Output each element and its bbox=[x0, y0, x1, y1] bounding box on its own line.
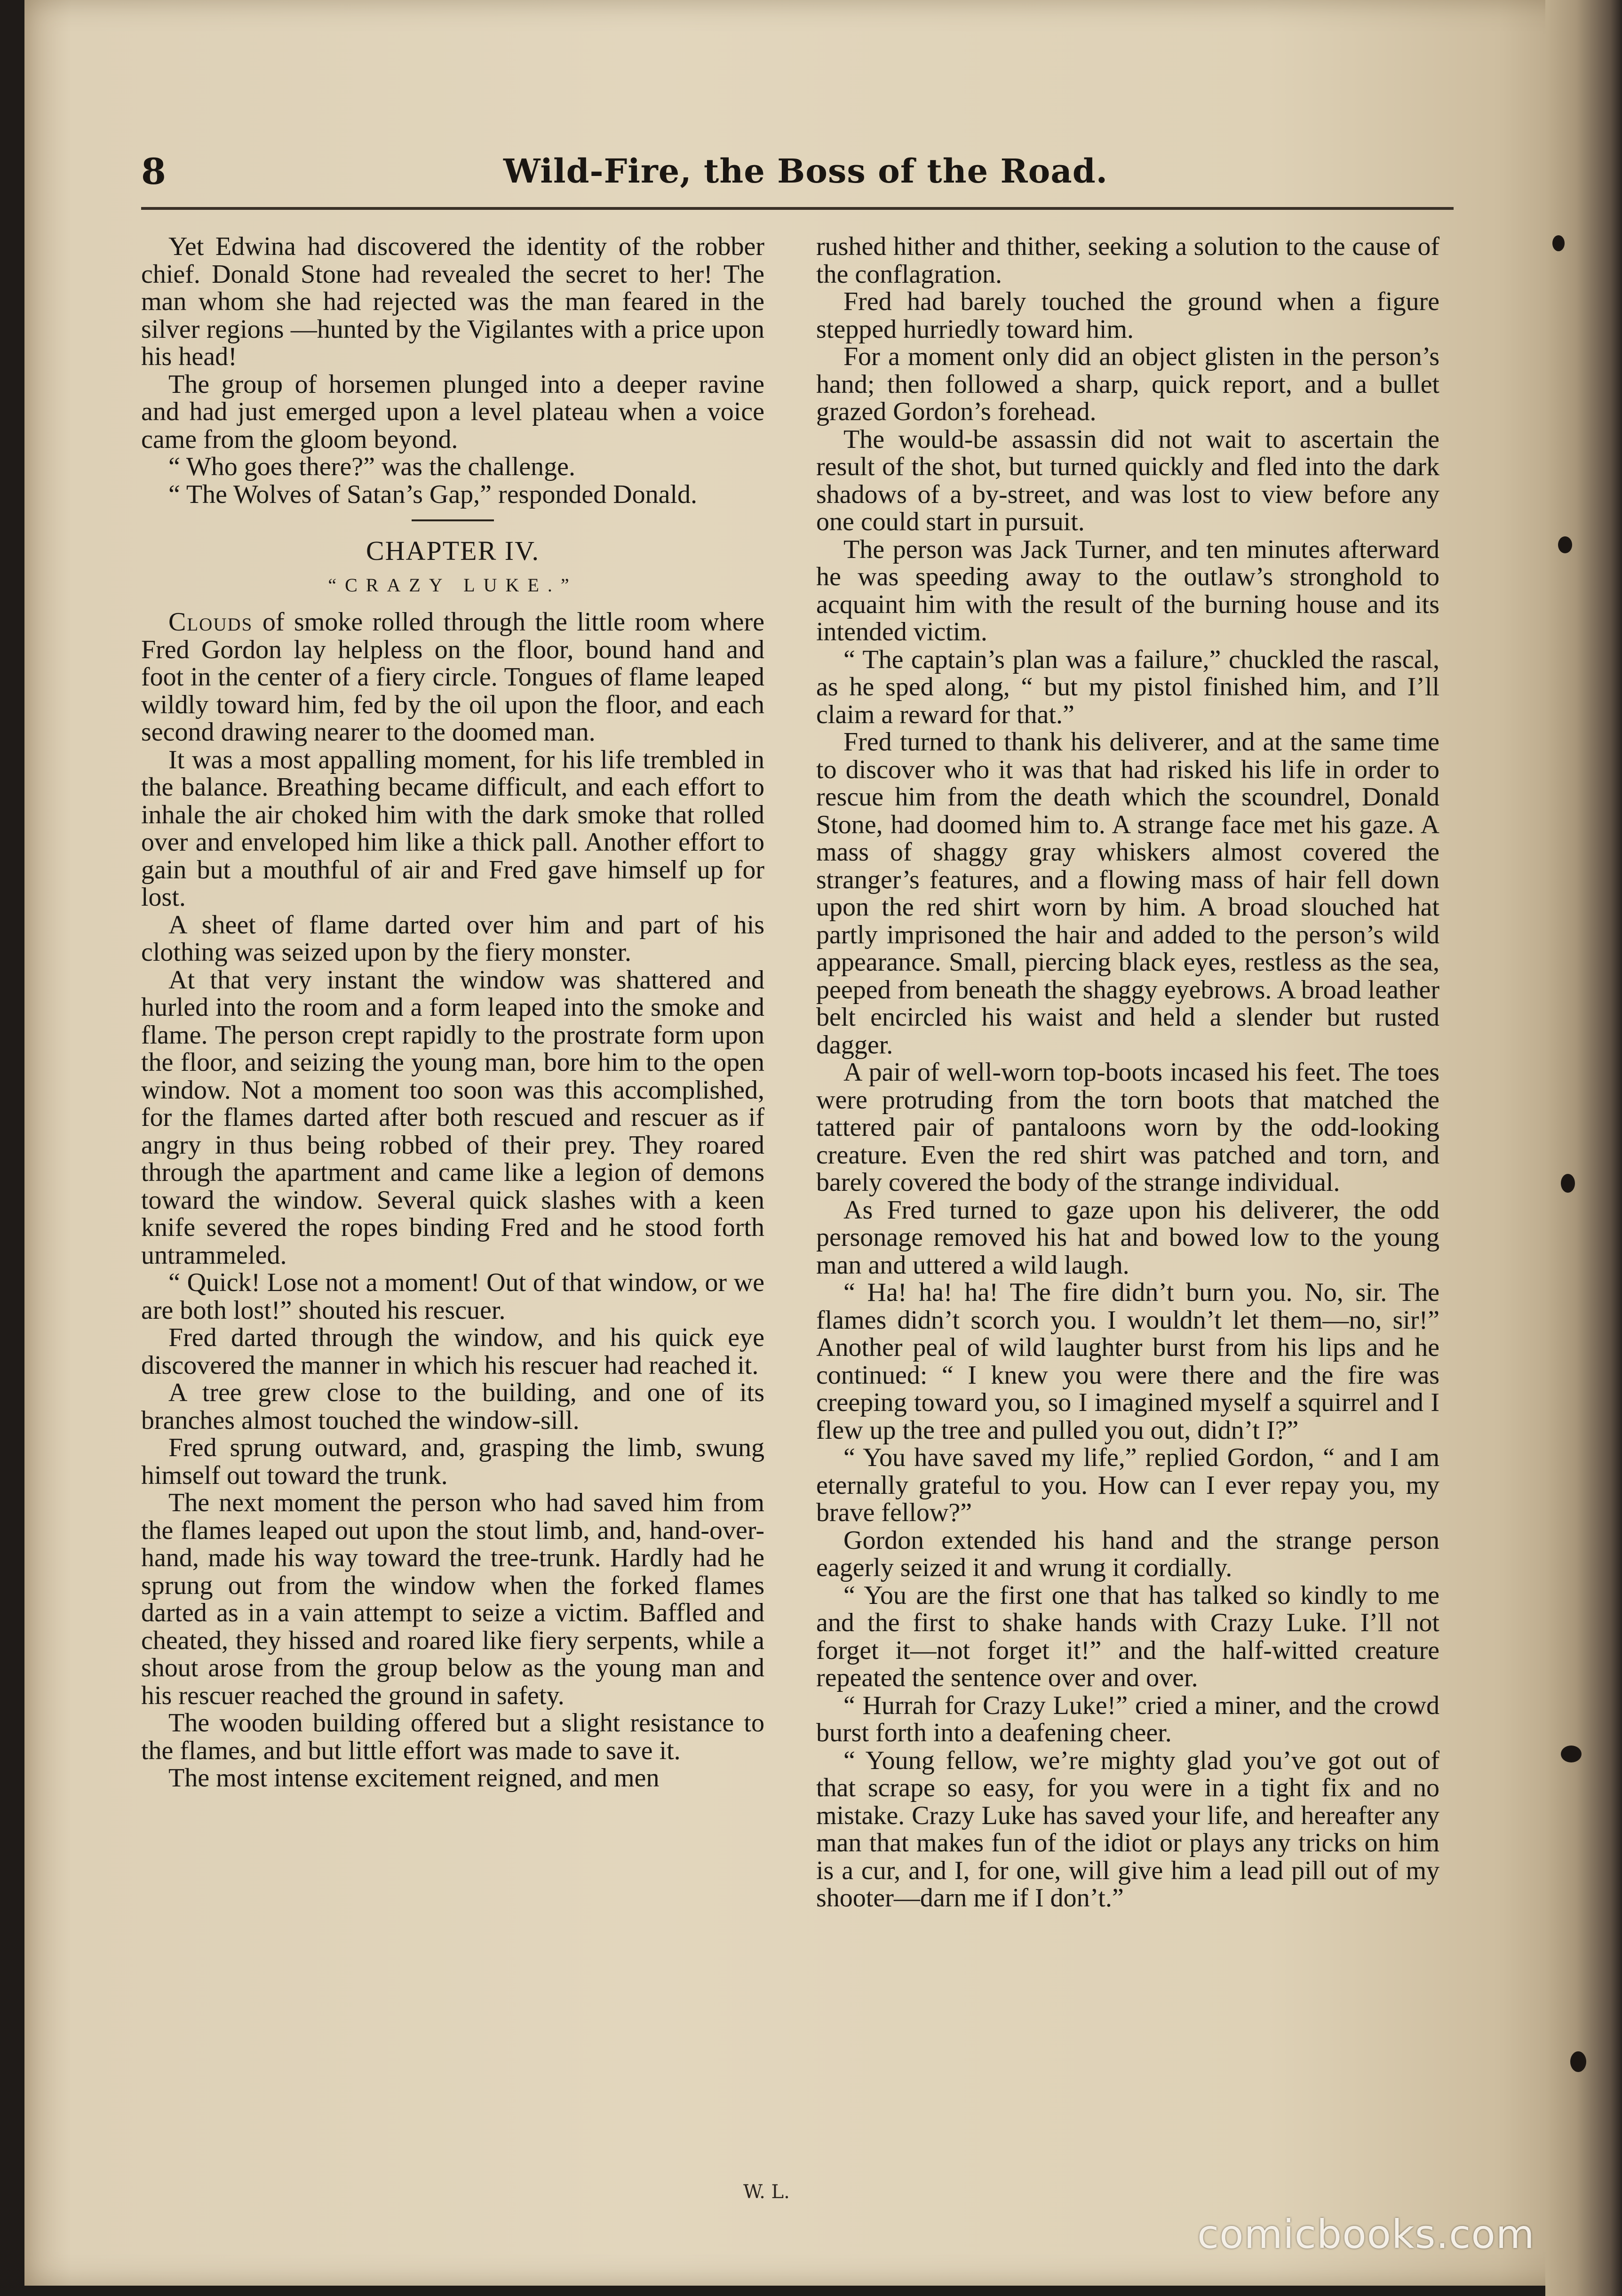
paragraph: The most intense excitement reigned, and men bbox=[168, 1763, 660, 1793]
paragraph: “ The Wolves of Satan’s Gap,” responded Donald. bbox=[168, 479, 698, 509]
left-column bbox=[141, 233, 764, 1792]
right-column bbox=[816, 233, 1439, 1912]
paragraph: A sheet of flame darted over him and part of his clothing was seized upon by the fiery monster. bbox=[141, 910, 764, 967]
paragraph: “ Who goes there?” was the challenge. bbox=[168, 452, 576, 481]
paragraph: “ Quick! Lose not a moment! Out of that window, or we are both lost!” shouted his rescuer. bbox=[141, 1268, 764, 1325]
page-number: 8 bbox=[141, 151, 166, 192]
paragraph: The next moment the person who had saved him from the flames leaped out upon the stout limb, and, hand-over-hand, made his way toward the tree-trunk. Hardly had he sprung out from the window when the forked flames darted as in a vain attempt to seize a victim. Baffled and cheated, they hissed and roared like fiery serpents, while a shout arose from the group below as the young man and his rescuer reached the ground in safety. bbox=[141, 1488, 764, 1710]
paragraph: The person was Jack Turner, and ten minutes afterward he was speeding away to the outlaw’s stronghold to acquaint him with the result of the burning house and its intended victim. bbox=[816, 534, 1439, 646]
printer-mark: W. L. bbox=[743, 2181, 790, 2203]
paragraph: “ Young fellow, we’re mighty glad you’ve got out of that scrape so easy, for you were in a tight fix and no mistake. Crazy Luke has saved your life, and hereafter any man that makes fun of the idiot or plays any tricks on him is a cur, and I, for one, will give him a lead pill out of my shooter—darn me if I don’t.” bbox=[816, 1746, 1439, 1913]
binding-hole bbox=[1552, 235, 1565, 251]
paragraph: “ Ha! ha! ha! The fire didn’t burn you. No, sir. The flames didn’t scorch you. I wouldn’t let them—no, sir!” Another peal of wild laughter burst from his lips and he continued: “ I knew you were there and the fire was creeping toward you, so I imagined myself a squirrel and I flew up the tree and pulled you out, didn’t I?” bbox=[816, 1278, 1439, 1445]
paragraph: The group of horsemen plunged into a deeper ravine and had just emerged upon a level plateau when a voice came from the gloom beyond. bbox=[141, 369, 764, 454]
opening-text: of smoke rolled through the little room where Fred Gordon lay helpless on the floor, bound hand and foot in the center of a fiery circle. Tongues of flame leaped wildly toward him, fed by the oil upon the floor, and each second drawing nearer to the doomed man. bbox=[141, 607, 764, 747]
binding-hole bbox=[1570, 2051, 1586, 2072]
site-watermark: comicbooks.com bbox=[1197, 2211, 1535, 2257]
chapter-opening-paragraph bbox=[141, 608, 764, 746]
paragraph: As Fred turned to gaze upon his deliverer, the odd personage removed his hat and bowed low to the young man and uttered a wild laugh. bbox=[816, 1195, 1439, 1280]
binding-hole bbox=[1561, 1174, 1575, 1193]
paragraph: “ The captain’s plan was a failure,” chuckled the rascal, as he sped along, “ but my pistol finished him, and I’ll claim a reward for that.” bbox=[816, 645, 1439, 729]
paragraph: Fred had barely touched the ground when a figure stepped hurriedly toward him. bbox=[816, 287, 1439, 344]
paragraph: The wooden building offered but a slight resistance to the flames, and but little effort was made to save it. bbox=[141, 1708, 764, 1765]
page-header bbox=[141, 146, 1454, 202]
section-divider bbox=[412, 519, 494, 521]
paragraph: Fred darted through the window, and his quick eye discovered the manner in which his rescuer had reached it. bbox=[141, 1323, 764, 1380]
paragraph: “ Hurrah for Crazy Luke!” cried a miner, and the crowd burst forth into a deafening cheer. bbox=[816, 1690, 1439, 1747]
paragraph: Fred turned to thank his deliverer, and at the same time to discover who it was that had risked his life in order to rescue him from the death which the scoundrel, Donald Stone, had doomed him to. A strange face met his gaze. A mass of shaggy gray whiskers almost covered the stranger’s features, and a flowing mass of hair fell down upon the red shirt worn by him. A broad slouched hat partly imprisoned the hair and added to the person’s wild appearance. Small, piercing black eyes, restless as the sea, peeped from beneath the shaggy eyebrows. A broad leather belt encircled his waist and held a slender but rusted dagger. bbox=[816, 727, 1439, 1060]
paragraph: “ You are the first one that has talked so kindly to me and the first to shake hands with Crazy Luke. I’ll not forget it—not forget it!” and the half-witted creature repeated the sentence over and over. bbox=[816, 1580, 1439, 1692]
paragraph: Gordon extended his hand and the strange person eagerly seized it and wrung it cordially. bbox=[816, 1525, 1439, 1582]
paragraph: Fred sprung outward, and, grasping the limb, swung himself out toward the trunk. bbox=[141, 1433, 764, 1490]
paragraph: At that very instant the window was shattered and hurled into the room and a form leaped into the smoke and flame. The person crept rapidly to the prostrate form upon the floor, and seizing the young man, bore him to the open window. Not a moment too soon was this accomplished, for the flames darted after both rescued and rescuer as if angry in thus being robbed of their prey. They roared through the apartment and came like a legion of demons toward the window. Several quick slashes with a keen knife severed the ropes binding Fred and he stood forth untrammeled. bbox=[141, 965, 764, 1270]
chapter-subtitle: “CRAZY LUKE.” bbox=[328, 574, 578, 596]
paragraph: The would-be assassin did not wait to ascertain the result of the shot, but turned quickly and fled into the dark shadows of a by-street, and was lost to view before any one could start in pursuit. bbox=[816, 424, 1439, 536]
chapter-title: CHAPTER IV. bbox=[366, 535, 540, 566]
paragraph: It was a most appalling moment, for his life trembled in the balance. Breathing became difficult, and each effort to inhale the air choked him with the dark smoke that rolled over and enveloped him like a thick pall. Another effort to gain but a mouthful of air and Fred gave himself up for lost. bbox=[141, 745, 764, 912]
drop-word: Clouds bbox=[168, 607, 253, 637]
running-title: Wild-Fire, the Boss of the Road. bbox=[503, 151, 1108, 191]
paragraph: A tree grew close to the building, and one of its branches almost touched the window-sill. bbox=[141, 1378, 764, 1435]
binding-hole bbox=[1561, 1746, 1582, 1762]
paragraph-continuation: rushed hither and thither, seeking a solution to the cause of the conflagration. bbox=[816, 232, 1439, 289]
paragraph: “ You have saved my life,” replied Gordon, “ and I am eternally grateful to you. How can I ever repay you, my brave fellow?” bbox=[816, 1443, 1439, 1527]
paragraph: A pair of well-worn top-boots incased his feet. The toes were protruding from the torn boots that matched the tattered pair of pantaloons worn by the odd-looking creature. Even the red shirt was patched and torn, and barely covered the body of the strange individual. bbox=[816, 1058, 1439, 1197]
binding-hole bbox=[1558, 536, 1572, 553]
paragraph: For a moment only did an object glisten in the person’s hand; then followed a sharp, quick report, and a bullet grazed Gordon’s forehead. bbox=[816, 342, 1439, 426]
paragraph: Yet Edwina had discovered the identity of the robber chief. Donald Stone had revealed the secret to her! The man whom she had rejected was the man feared in the silver regions —hunted by the Vigilantes with a price upon his head! bbox=[141, 232, 764, 371]
binding-edge bbox=[1545, 0, 1622, 2296]
header-rule bbox=[141, 207, 1454, 210]
